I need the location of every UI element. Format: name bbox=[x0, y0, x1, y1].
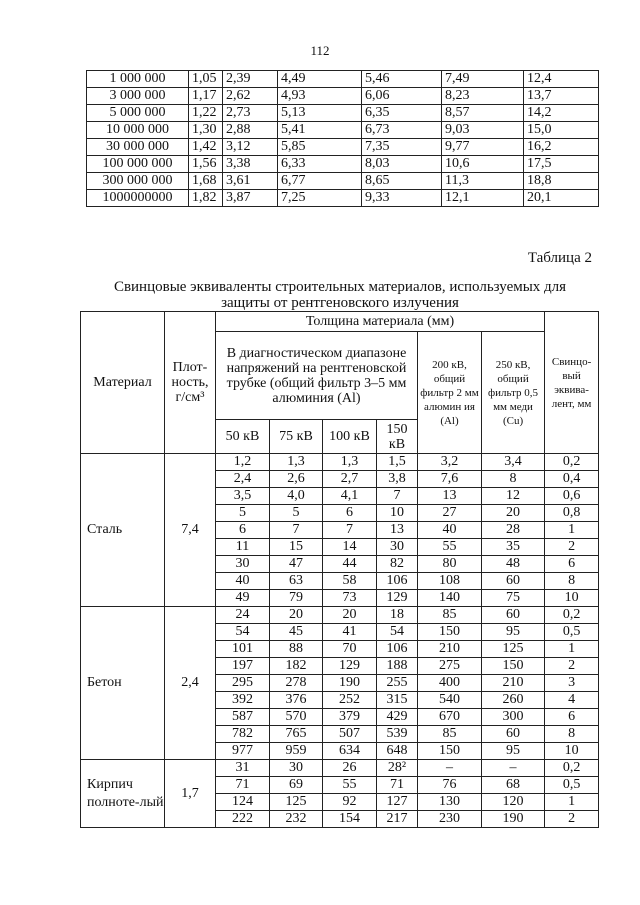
table-cell: 1 bbox=[545, 794, 599, 811]
table-label: Таблица 2 bbox=[527, 250, 592, 266]
table-cell: 1,22 bbox=[189, 105, 223, 122]
table-cell: 24 bbox=[216, 607, 270, 624]
table-cell: 71 bbox=[377, 777, 418, 794]
table-cell: 9,77 bbox=[442, 139, 524, 156]
table-cell: 58 bbox=[323, 573, 377, 590]
table-cell: 40 bbox=[418, 522, 482, 539]
table-cell: 210 bbox=[482, 675, 545, 692]
table-cell: 1,5 bbox=[377, 454, 418, 471]
table-cell: 6,77 bbox=[278, 173, 362, 190]
table-cell: 7,35 bbox=[362, 139, 442, 156]
table-cell: 1,30 bbox=[189, 122, 223, 139]
table-cell: 26 bbox=[323, 760, 377, 777]
table-cell: 429 bbox=[377, 709, 418, 726]
table-cell: 101 bbox=[216, 641, 270, 658]
table-cell: 30 bbox=[216, 556, 270, 573]
table-cell: 20,1 bbox=[524, 190, 599, 207]
table-cell: 80 bbox=[418, 556, 482, 573]
table-cell: 315 bbox=[377, 692, 418, 709]
table-cell: 12 bbox=[482, 488, 545, 505]
table-cell: 255 bbox=[377, 675, 418, 692]
header-50kv: 50 кВ bbox=[216, 420, 270, 454]
table-cell: 7,25 bbox=[278, 190, 362, 207]
table-cell: 10 bbox=[545, 590, 599, 607]
table-cell: 539 bbox=[377, 726, 418, 743]
table-cell: 60 bbox=[482, 726, 545, 743]
table-row bbox=[87, 122, 599, 139]
table-cell: 300 000 000 bbox=[87, 173, 189, 190]
table-cell: 3 000 000 bbox=[87, 88, 189, 105]
table-cell: 45 bbox=[270, 624, 323, 641]
table-cell: 190 bbox=[323, 675, 377, 692]
table-cell: 10,6 bbox=[442, 156, 524, 173]
table-cell: 55 bbox=[323, 777, 377, 794]
table-row bbox=[87, 190, 599, 207]
table-cell: 13 bbox=[418, 488, 482, 505]
table-cell: 4,93 bbox=[278, 88, 362, 105]
table-cell: 3,4 bbox=[482, 454, 545, 471]
table-cell: 2,88 bbox=[223, 122, 278, 139]
table-cell: 120 bbox=[482, 794, 545, 811]
table-cell: 2,62 bbox=[223, 88, 278, 105]
table-cell: 11 bbox=[216, 539, 270, 556]
table-cell: 210 bbox=[418, 641, 482, 658]
header-250kv: 250 кВ, общий фильтр 0,5 мм меди (Cu) bbox=[482, 332, 545, 454]
header-material: Материал bbox=[81, 312, 165, 454]
table-cell: 1,82 bbox=[189, 190, 223, 207]
table-cell: 2,73 bbox=[223, 105, 278, 122]
table-cell: 3,2 bbox=[418, 454, 482, 471]
table-cell: 587 bbox=[216, 709, 270, 726]
table-row bbox=[81, 607, 599, 624]
table-cell: 30 bbox=[270, 760, 323, 777]
table-cell: 95 bbox=[482, 624, 545, 641]
table-cell: 85 bbox=[418, 607, 482, 624]
table-cell: 379 bbox=[323, 709, 377, 726]
material-name: Сталь bbox=[81, 454, 165, 607]
table-cell: 1,05 bbox=[189, 71, 223, 88]
table-cell: 108 bbox=[418, 573, 482, 590]
table-cell: 0,5 bbox=[545, 777, 599, 794]
table-cell: 0,8 bbox=[545, 505, 599, 522]
table-cell: 0,6 bbox=[545, 488, 599, 505]
table-title: Свинцовые эквиваленты строительных материалов, используемых для защиты от рентгеновского излучения bbox=[113, 279, 567, 311]
material-density: 1,7 bbox=[165, 760, 216, 828]
table-cell: 3,87 bbox=[223, 190, 278, 207]
table-cell: 3,38 bbox=[223, 156, 278, 173]
table-cell: 30 bbox=[377, 539, 418, 556]
table-cell: 1,68 bbox=[189, 173, 223, 190]
table-cell: 125 bbox=[270, 794, 323, 811]
table-cell: 6,35 bbox=[362, 105, 442, 122]
table-cell: 1,42 bbox=[189, 139, 223, 156]
table-cell: 670 bbox=[418, 709, 482, 726]
table-cell: 295 bbox=[216, 675, 270, 692]
table-cell: 0,4 bbox=[545, 471, 599, 488]
table-cell: 2 bbox=[545, 658, 599, 675]
page-number: 112 bbox=[310, 43, 330, 58]
header-thickness: Толщина материала (мм) bbox=[216, 312, 545, 332]
table-cell: 230 bbox=[418, 811, 482, 828]
table-cell: 12,1 bbox=[442, 190, 524, 207]
table-cell: 190 bbox=[482, 811, 545, 828]
table-cell: 4 bbox=[545, 692, 599, 709]
table-cell: 3 bbox=[545, 675, 599, 692]
table-cell: 95 bbox=[482, 743, 545, 760]
table-cell: 10 000 000 bbox=[87, 122, 189, 139]
table-cell: 570 bbox=[270, 709, 323, 726]
table-cell: 11,3 bbox=[442, 173, 524, 190]
table-cell: 154 bbox=[323, 811, 377, 828]
table-cell: 20 bbox=[482, 505, 545, 522]
table-cell: 8,03 bbox=[362, 156, 442, 173]
table-row bbox=[87, 156, 599, 173]
table-cell: 2,39 bbox=[223, 71, 278, 88]
table-cell: 6 bbox=[545, 709, 599, 726]
table-cell: 7 bbox=[377, 488, 418, 505]
table-cell: 278 bbox=[270, 675, 323, 692]
table-row bbox=[81, 760, 599, 777]
table-cell: 0,2 bbox=[545, 760, 599, 777]
table-cell: 124 bbox=[216, 794, 270, 811]
table-cell: 217 bbox=[377, 811, 418, 828]
table-cell: 3,12 bbox=[223, 139, 278, 156]
table-cell: 1 bbox=[545, 641, 599, 658]
table-cell: 5,41 bbox=[278, 122, 362, 139]
table-cell: 6,33 bbox=[278, 156, 362, 173]
table-cell: 31 bbox=[216, 760, 270, 777]
table-cell: 140 bbox=[418, 590, 482, 607]
table-cell: 106 bbox=[377, 641, 418, 658]
table-row bbox=[87, 105, 599, 122]
table-cell: 1,3 bbox=[323, 454, 377, 471]
table-cell: 28² bbox=[377, 760, 418, 777]
table-cell: 63 bbox=[270, 573, 323, 590]
table-cell: 5,46 bbox=[362, 71, 442, 88]
table-row bbox=[87, 173, 599, 190]
table-cell: 5,85 bbox=[278, 139, 362, 156]
table-cell: 1,56 bbox=[189, 156, 223, 173]
table-cell: 127 bbox=[377, 794, 418, 811]
table-cell: 54 bbox=[377, 624, 418, 641]
table-cell: 648 bbox=[377, 743, 418, 760]
table-cell: 782 bbox=[216, 726, 270, 743]
table-cell: 3,8 bbox=[377, 471, 418, 488]
table-cell: 4,0 bbox=[270, 488, 323, 505]
table-cell: 8 bbox=[545, 726, 599, 743]
table-cell: 5 bbox=[270, 505, 323, 522]
table-cell: 150 bbox=[482, 658, 545, 675]
table-cell: 49 bbox=[216, 590, 270, 607]
table-cell: 17,5 bbox=[524, 156, 599, 173]
table-cell: 9,03 bbox=[442, 122, 524, 139]
table-cell: 5 bbox=[216, 505, 270, 522]
table-cell: 977 bbox=[216, 743, 270, 760]
table-cell: 129 bbox=[377, 590, 418, 607]
table-cell: 6 bbox=[545, 556, 599, 573]
table-cell: – bbox=[482, 760, 545, 777]
table-cell: 275 bbox=[418, 658, 482, 675]
table-cell: 8,65 bbox=[362, 173, 442, 190]
table-cell: 2 bbox=[545, 811, 599, 828]
table-cell: 8 bbox=[545, 573, 599, 590]
table-cell: 7,6 bbox=[418, 471, 482, 488]
table-cell: 400 bbox=[418, 675, 482, 692]
table-cell: 18,8 bbox=[524, 173, 599, 190]
header-100kv: 100 кВ bbox=[323, 420, 377, 454]
table-cell: 14,2 bbox=[524, 105, 599, 122]
table-cell: 6 bbox=[216, 522, 270, 539]
material-name: Бетон bbox=[81, 607, 165, 760]
table-cell: 79 bbox=[270, 590, 323, 607]
table-cell: 82 bbox=[377, 556, 418, 573]
table-cell: 5 000 000 bbox=[87, 105, 189, 122]
table-cell: 28 bbox=[482, 522, 545, 539]
table-cell: 3,5 bbox=[216, 488, 270, 505]
table-cell: 35 bbox=[482, 539, 545, 556]
table-cell: 100 000 000 bbox=[87, 156, 189, 173]
table-cell: 10 bbox=[377, 505, 418, 522]
table-cell: 300 bbox=[482, 709, 545, 726]
header-density: Плот-ность, г/см³ bbox=[165, 312, 216, 454]
table-cell: 6 bbox=[323, 505, 377, 522]
table-cell: 634 bbox=[323, 743, 377, 760]
table-row bbox=[87, 139, 599, 156]
table-cell: 76 bbox=[418, 777, 482, 794]
table-cell: – bbox=[418, 760, 482, 777]
table-cell: 1,3 bbox=[270, 454, 323, 471]
header-150kv: 150 кВ bbox=[377, 420, 418, 454]
table-cell: 7 bbox=[270, 522, 323, 539]
table-cell: 0,2 bbox=[545, 454, 599, 471]
header-75kv: 75 кВ bbox=[270, 420, 323, 454]
table-cell: 2,6 bbox=[270, 471, 323, 488]
header-200kv: 200 кВ, общий фильтр 2 мм алюмин ия (Al) bbox=[418, 332, 482, 454]
table-cell: 20 bbox=[270, 607, 323, 624]
material-density: 7,4 bbox=[165, 454, 216, 607]
table-cell: 9,33 bbox=[362, 190, 442, 207]
table-cell: 15 bbox=[270, 539, 323, 556]
table-cell: 4,49 bbox=[278, 71, 362, 88]
table-cell: 60 bbox=[482, 573, 545, 590]
table-cell: 150 bbox=[418, 624, 482, 641]
table-cell: 13,7 bbox=[524, 88, 599, 105]
table-cell: 14 bbox=[323, 539, 377, 556]
table-cell: 7 bbox=[323, 522, 377, 539]
table-cell: 69 bbox=[270, 777, 323, 794]
table-cell: 0,2 bbox=[545, 607, 599, 624]
table-cell: 1,2 bbox=[216, 454, 270, 471]
table-cell: 222 bbox=[216, 811, 270, 828]
table-cell: 88 bbox=[270, 641, 323, 658]
table-cell: 7,49 bbox=[442, 71, 524, 88]
table-cell: 2,4 bbox=[216, 471, 270, 488]
table-cell: 85 bbox=[418, 726, 482, 743]
table-cell: 765 bbox=[270, 726, 323, 743]
table-cell: 959 bbox=[270, 743, 323, 760]
header-lead-equivalent: Свинцо-вый эквива-лент, мм bbox=[545, 312, 599, 454]
table-cell: 92 bbox=[323, 794, 377, 811]
table-cell: 4,1 bbox=[323, 488, 377, 505]
table-cell: 5,13 bbox=[278, 105, 362, 122]
table-cell: 12,4 bbox=[524, 71, 599, 88]
table-row bbox=[81, 454, 599, 471]
table-cell: 41 bbox=[323, 624, 377, 641]
table-cell: 125 bbox=[482, 641, 545, 658]
table-cell: 6,73 bbox=[362, 122, 442, 139]
table-cell: 48 bbox=[482, 556, 545, 573]
table-cell: 55 bbox=[418, 539, 482, 556]
table-cell: 129 bbox=[323, 658, 377, 675]
table-row bbox=[87, 71, 599, 88]
table-cell: 47 bbox=[270, 556, 323, 573]
header-diagnostic-range: В диагностическом диапазоне напряжений на рентгеновской трубке (общий фильтр 3–5 мм алюминия (Al) bbox=[216, 332, 418, 420]
table-cell: 13 bbox=[377, 522, 418, 539]
table-cell: 40 bbox=[216, 573, 270, 590]
table-cell: 540 bbox=[418, 692, 482, 709]
table-cell: 392 bbox=[216, 692, 270, 709]
table-cell: 8,23 bbox=[442, 88, 524, 105]
table-cell: 507 bbox=[323, 726, 377, 743]
table-cell: 60 bbox=[482, 607, 545, 624]
table-cell: 106 bbox=[377, 573, 418, 590]
table-row bbox=[87, 88, 599, 105]
table-cell: 8 bbox=[482, 471, 545, 488]
table-cell: 8,57 bbox=[442, 105, 524, 122]
table-cell: 10 bbox=[545, 743, 599, 760]
table-cell: 197 bbox=[216, 658, 270, 675]
table-cell: 75 bbox=[482, 590, 545, 607]
table-cell: 27 bbox=[418, 505, 482, 522]
table-cell: 73 bbox=[323, 590, 377, 607]
table-cell: 1 bbox=[545, 522, 599, 539]
table-cell: 70 bbox=[323, 641, 377, 658]
table-cell: 16,2 bbox=[524, 139, 599, 156]
table-cell: 30 000 000 bbox=[87, 139, 189, 156]
table-cell: 260 bbox=[482, 692, 545, 709]
table-cell: 150 bbox=[418, 743, 482, 760]
table-cell: 188 bbox=[377, 658, 418, 675]
table-cell: 1000000000 bbox=[87, 190, 189, 207]
table-cell: 54 bbox=[216, 624, 270, 641]
table-cell: 44 bbox=[323, 556, 377, 573]
table-cell: 71 bbox=[216, 777, 270, 794]
lead-equivalents-table bbox=[80, 311, 599, 828]
table-cell: 20 bbox=[323, 607, 377, 624]
continuation-table bbox=[86, 70, 599, 207]
material-name: Кирпич полноте-лый bbox=[81, 760, 165, 828]
material-density: 2,4 bbox=[165, 607, 216, 760]
table-cell: 376 bbox=[270, 692, 323, 709]
table-cell: 1,17 bbox=[189, 88, 223, 105]
table-cell: 182 bbox=[270, 658, 323, 675]
table-cell: 252 bbox=[323, 692, 377, 709]
table-cell: 15,0 bbox=[524, 122, 599, 139]
table-cell: 6,06 bbox=[362, 88, 442, 105]
table-cell: 3,61 bbox=[223, 173, 278, 190]
table-cell: 130 bbox=[418, 794, 482, 811]
table-cell: 0,5 bbox=[545, 624, 599, 641]
table-cell: 2,7 bbox=[323, 471, 377, 488]
table-cell: 18 bbox=[377, 607, 418, 624]
table-cell: 68 bbox=[482, 777, 545, 794]
table-cell: 2 bbox=[545, 539, 599, 556]
table-cell: 232 bbox=[270, 811, 323, 828]
table-cell: 1 000 000 bbox=[87, 71, 189, 88]
